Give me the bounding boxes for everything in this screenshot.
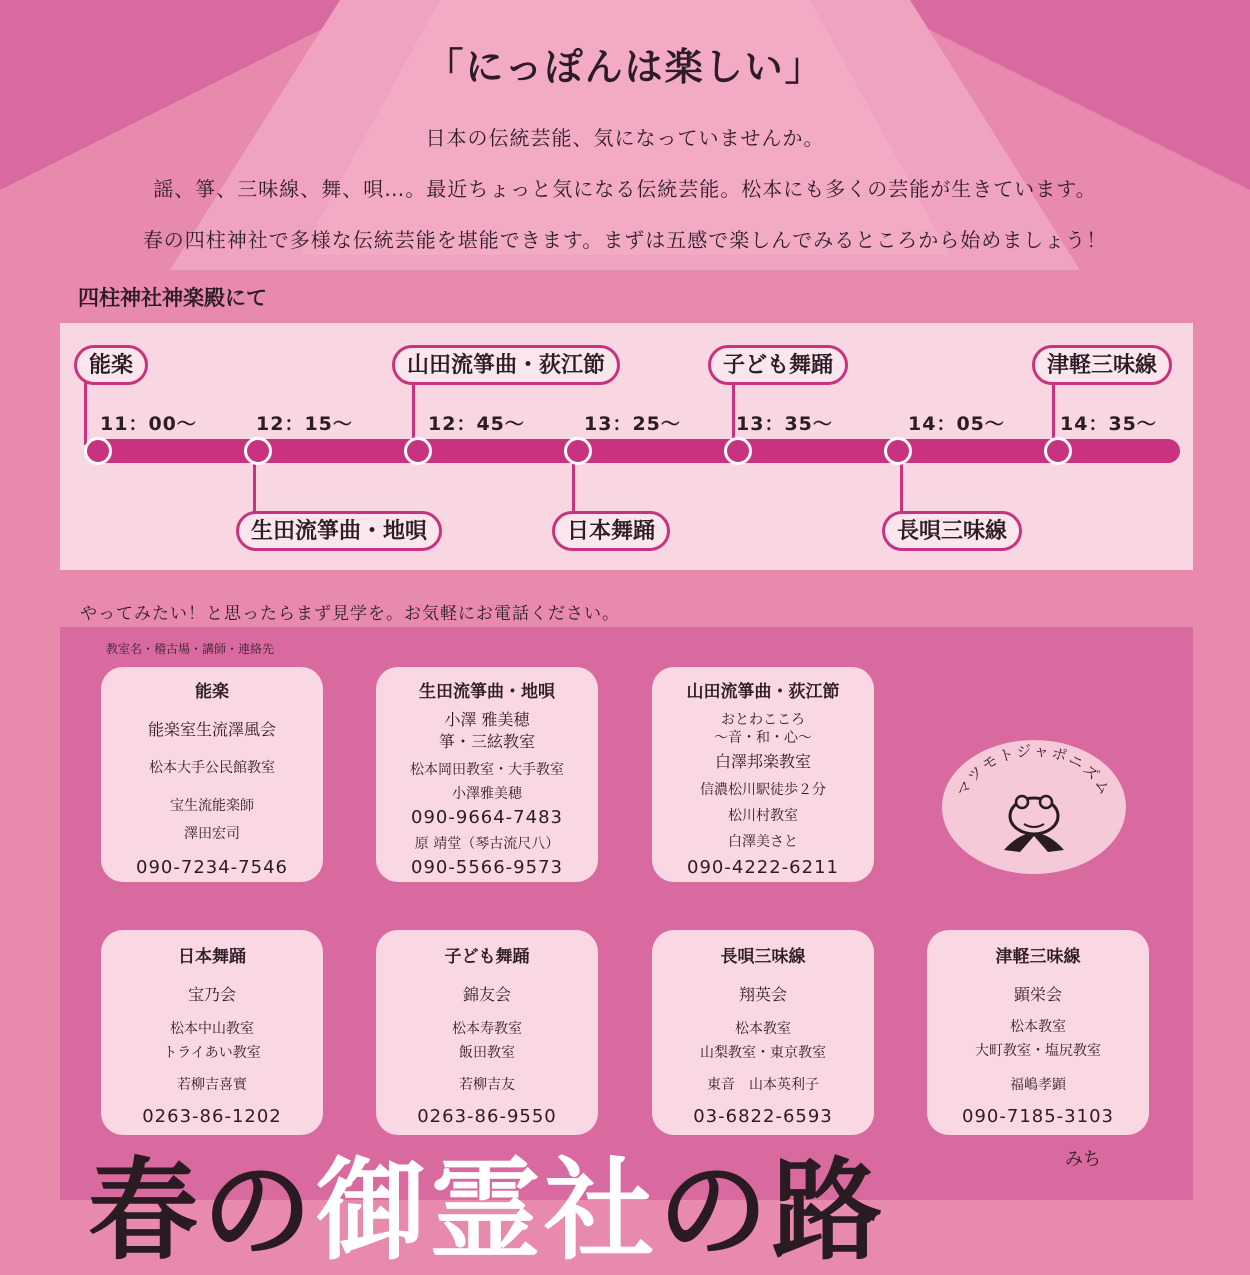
card-title: 山田流箏曲・荻江節: [686, 682, 840, 702]
timeline-label-tsugaru: 津軽三味線: [1032, 345, 1172, 385]
footer-ruby: みち: [1065, 1149, 1101, 1170]
card-line: 小澤 雅美穂: [444, 710, 530, 729]
card-line: 松本岡田教室・大手教室: [410, 762, 564, 778]
timeline-label-nogaku: 能楽: [74, 345, 148, 385]
card-line: 能楽室生流澤風会: [147, 720, 276, 739]
timeline-time: 12：45～: [428, 413, 525, 435]
intro-line-1: 日本の伝統芸能、気になっていませんか。: [425, 126, 825, 150]
timeline-stem: [84, 381, 87, 445]
contact-panel-label: 教室名・稽古場・講師・連絡先: [106, 642, 275, 656]
card-line: 若柳吉友: [459, 1077, 515, 1093]
card-phone: 0263-86-1202: [142, 1106, 282, 1127]
card-line: 顕栄会: [1013, 985, 1062, 1004]
timeline-stem: [412, 381, 415, 445]
card-line: 錦友会: [462, 985, 511, 1004]
card-line: 原 靖堂（琴古流尺八）: [414, 836, 560, 852]
card-title: 子ども舞踊: [444, 947, 530, 967]
timeline-label-nagauta: 長唄三味線: [882, 511, 1022, 551]
timeline-dot: [724, 437, 752, 465]
timeline-dot: [404, 437, 432, 465]
timeline-time: 12：15～: [256, 413, 353, 435]
timeline-stem: [1052, 381, 1055, 445]
contact-panel: [60, 627, 1193, 1200]
card-title: 長唄三味線: [720, 947, 806, 967]
card-phone: 03-6822-6593: [693, 1106, 833, 1127]
call-to-action: やってみたい！と思ったらまず見学を。お気軽にお電話ください。: [80, 604, 620, 624]
svg-text:マツモトジャポニズム: [953, 742, 1114, 800]
timeline-dot: [244, 437, 272, 465]
timeline-stem: [253, 457, 256, 515]
schedule-timeline: [60, 323, 1193, 570]
card-phone: 090-4222-6211: [687, 857, 839, 878]
card-line: 福嶋孝顕: [1010, 1077, 1066, 1093]
timeline-time: 13：35～: [736, 413, 833, 435]
footer-title-part: の路: [658, 1146, 886, 1275]
contact-card-nagauta: [652, 930, 874, 1135]
intro-line-3: 春の四柱神社で多様な伝統芸能を堪能できます。まずは五感で楽しんでみるところから始めましょう！: [142, 228, 1108, 252]
intro-line-2: 謡、箏、三味線、舞、唄…。最近ちょっと気になる伝統芸能。松本にも多くの芸能が生きています。: [153, 177, 1097, 201]
timeline-stem: [732, 381, 735, 445]
card-line: 箏・三絃教室: [438, 732, 535, 751]
contact-card-tsugaru: [927, 930, 1149, 1135]
card-line: 若柳吉喜實: [177, 1077, 247, 1093]
footer-title-part: の: [202, 1146, 316, 1275]
card-line: 翔英会: [738, 985, 787, 1004]
card-line: 松本中山教室: [170, 1021, 254, 1037]
timeline-time: 14：05～: [908, 413, 1005, 435]
card-line: 松本教室: [1010, 1019, 1066, 1035]
card-title: 津軽三味線: [995, 947, 1081, 967]
contact-card-yamada: [652, 667, 874, 882]
card-phone: 090-9664-7483: [411, 807, 563, 828]
card-line: 飯田教室: [459, 1045, 515, 1061]
card-phone: 090-5566-9573: [411, 857, 563, 878]
timeline-time: 11：00～: [100, 413, 197, 435]
footer-title-highlight: 御霊社: [316, 1146, 658, 1275]
card-line: 宝生流能楽師: [170, 798, 254, 814]
card-line: 松本教室: [735, 1021, 791, 1037]
contact-card-nogaku: [101, 667, 323, 882]
timeline-stem: [900, 457, 903, 515]
timeline-dot: [884, 437, 912, 465]
card-line: 信濃松川駅徒歩２分: [700, 782, 826, 798]
timeline-label-ikuta: 生田流箏曲・地唄: [236, 511, 442, 551]
contact-card-ikuta: [376, 667, 598, 882]
timeline-time: 14：35～: [1060, 413, 1157, 435]
timeline-time: 13：25～: [584, 413, 681, 435]
card-phone: 090-7234-7546: [136, 857, 288, 878]
card-title: 能楽: [195, 682, 229, 702]
card-line: 白澤美さと: [728, 834, 798, 850]
contact-card-nihonbuyo: [101, 930, 323, 1135]
footer-title-part: 春: [88, 1146, 202, 1275]
timeline-label-yamada: 山田流箏曲・荻江節: [392, 345, 620, 385]
card-phone: 0263-86-9550: [417, 1106, 557, 1127]
card-line: ～音・和・心～: [714, 730, 812, 746]
venue-heading: 四柱神社神楽殿にて: [78, 286, 267, 310]
timeline-stem: [572, 457, 575, 515]
timeline-dot: [84, 437, 112, 465]
card-phone: 090-7185-3103: [962, 1106, 1114, 1127]
card-line: 東音 山本英利子: [707, 1077, 819, 1093]
card-line: 松本大手公民館教室: [149, 760, 275, 776]
card-line: 松本寿教室: [452, 1021, 522, 1037]
card-line: おとわこころ: [721, 712, 805, 728]
card-line: トライあい教室: [163, 1045, 261, 1061]
card-title: 生田流箏曲・地唄: [419, 682, 555, 702]
logo: [942, 740, 1126, 874]
logo-text: マツモトジャポニズム: [953, 741, 1115, 800]
frog-icon: [1004, 796, 1064, 852]
timeline-dot: [1044, 437, 1072, 465]
card-line: 松川村教室: [728, 808, 798, 824]
card-line: 山梨教室・東京教室: [700, 1045, 826, 1061]
card-line: 小澤雅美穂: [452, 786, 522, 802]
timeline-label-nihonbuyo: 日本舞踊: [552, 511, 670, 551]
card-line: 白澤邦楽教室: [714, 752, 811, 771]
timeline-dot: [564, 437, 592, 465]
page-title: 「にっぽんは楽しい」: [425, 45, 825, 89]
card-title: 日本舞踊: [178, 947, 246, 967]
card-line: 宝乃会: [187, 985, 236, 1004]
timeline-label-kodomo: 子ども舞踊: [708, 345, 848, 385]
contact-card-kodomo: [376, 930, 598, 1135]
card-line: 大町教室・塩尻教室: [975, 1043, 1101, 1059]
card-line: 澤田宏司: [184, 826, 240, 842]
footer-title: [88, 1146, 886, 1275]
